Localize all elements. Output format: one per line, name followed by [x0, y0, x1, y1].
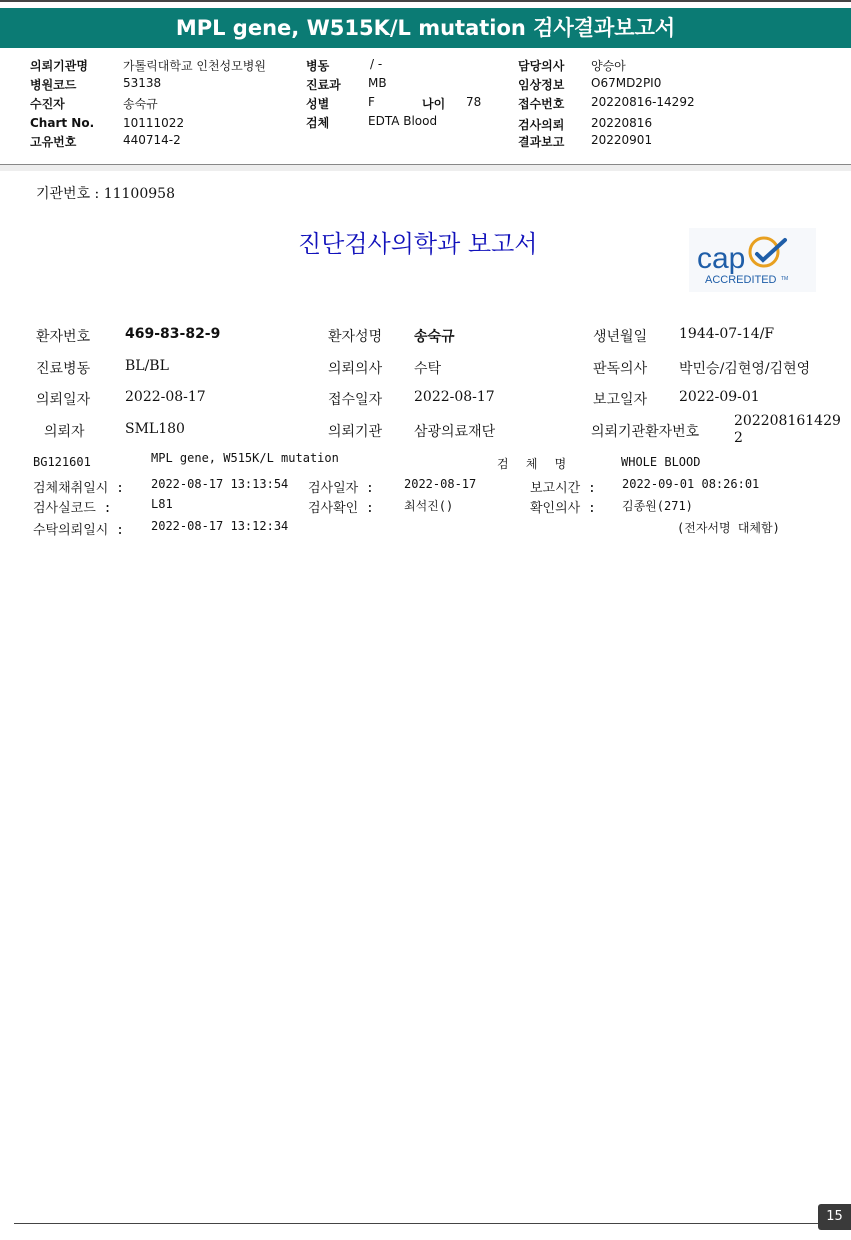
patient-label: 의뢰기관 — [328, 424, 383, 440]
patient-value-wrap: 2 — [734, 430, 743, 446]
field-value: 440714-2 — [123, 133, 181, 147]
row-label: 검사확인 : — [308, 501, 374, 516]
row-value: L81 — [151, 497, 173, 511]
patient-value: 202208161429 — [734, 413, 841, 429]
field-value: O67MD2PI0 — [591, 76, 662, 90]
field-label: 진료과 — [306, 78, 341, 92]
patient-value: 1944-07-14/F — [679, 326, 775, 342]
field-label: 병원코드 — [30, 78, 77, 92]
report-header-title: MPL gene, W515K/L mutation 검사결과보고서 — [0, 8, 851, 48]
cap-word: cap — [697, 242, 746, 275]
row-label: 검체채취일시 : — [33, 481, 125, 496]
field-value: 양승아 — [591, 59, 626, 73]
patient-value: 2022-09-01 — [679, 389, 760, 405]
field-value: 가톨릭대학교 인천성모병원 — [123, 59, 266, 73]
footer-cutoff — [0, 1226, 851, 1240]
field-value: 53138 — [123, 76, 162, 90]
patient-label: 환자성명 — [328, 329, 383, 345]
field-value: 78 — [466, 95, 482, 109]
patient-name: 송숙규 — [414, 329, 455, 345]
test-code: BG121601 — [33, 455, 91, 469]
field-value: EDTA Blood — [368, 114, 438, 128]
top-border — [0, 0, 851, 2]
field-label: 병동 — [306, 59, 330, 73]
row-label: 보고시간 : — [530, 481, 596, 496]
field-label: 담당의사 — [518, 59, 565, 73]
field-value: MB — [368, 76, 387, 90]
patient-value: 박민승/김현영/김현영 — [679, 361, 811, 377]
patient-label: 보고일자 — [593, 392, 648, 408]
patient-label: 접수일자 — [328, 392, 383, 408]
patient-value: 삼광의료재단 — [414, 424, 496, 440]
field-value: 20220816 — [591, 116, 653, 130]
consign-value: 2022-08-17 13:12:34 — [151, 519, 289, 533]
patient-number: 469-83-82-9 — [125, 326, 221, 342]
patient-value: 2022-08-17 — [125, 389, 206, 405]
patient-value: BL/BL — [125, 358, 169, 374]
row-label: 검사일자 : — [308, 481, 374, 496]
cap-tm: TM — [781, 276, 789, 282]
page-number-badge: 15 — [818, 1204, 851, 1230]
patient-label: 환자번호 — [36, 329, 91, 345]
cap-accredited-logo — [689, 228, 816, 292]
field-label: 의뢰기관명 — [30, 59, 88, 73]
row-value: 2022-09-01 08:26:01 — [622, 477, 760, 491]
field-label: 고유번호 — [30, 135, 77, 149]
field-value: 송숙규 — [123, 97, 158, 111]
test-name: MPL gene, W515K/L mutation — [151, 451, 339, 465]
patient-value: SML180 — [125, 421, 185, 437]
field-value: 20220816-14292 — [591, 95, 695, 109]
row-label: 검사실코드 : — [33, 501, 112, 516]
field-label: 수진자 — [30, 97, 65, 111]
specimen-value: WHOLE BLOOD — [621, 455, 701, 469]
field-label: 접수번호 — [518, 97, 565, 111]
patient-label: 의뢰기관환자번호 — [591, 424, 700, 440]
patient-value: 수탁 — [414, 361, 442, 377]
field-label: 검체 — [306, 116, 330, 130]
patient-label: 의뢰자 — [44, 424, 85, 440]
row-value: 2022-08-17 — [404, 477, 477, 491]
row-value: 최석진() — [404, 499, 454, 513]
field-label: 검사의뢰 — [518, 118, 565, 132]
consign-label: 수탁의뢰일시 : — [33, 523, 125, 538]
row-label: 확인의사 : — [530, 501, 596, 516]
patient-label: 생년월일 — [593, 329, 648, 345]
patient-value: 2022-08-17 — [414, 389, 495, 405]
esign-note: (전자서명 대체함) — [677, 521, 780, 535]
patient-label: 의뢰의사 — [328, 361, 383, 377]
field-label: 나이 — [422, 97, 446, 111]
field-value: / - — [370, 57, 383, 71]
field-label: 성별 — [306, 97, 330, 111]
field-value: 20220901 — [591, 133, 653, 147]
institution-number: 기관번호 : 11100958 — [36, 186, 175, 202]
page-gap — [0, 165, 851, 171]
field-label: 임상정보 — [518, 78, 565, 92]
specimen-label: 검 체 명 — [497, 457, 567, 471]
field-value: F — [368, 95, 375, 109]
patient-label: 진료병동 — [36, 361, 91, 377]
cap-accredited-text: ACCREDITED — [705, 274, 777, 286]
field-label: Chart No. — [30, 116, 95, 130]
patient-label: 의뢰일자 — [36, 392, 91, 408]
report-title: 진단검사의학과 보고서 — [298, 230, 538, 258]
field-value: 10111022 — [123, 116, 185, 130]
patient-label: 판독의사 — [593, 361, 648, 377]
footer-divider — [14, 1223, 834, 1224]
field-label: 결과보고 — [518, 135, 565, 149]
row-value: 김종원(271) — [622, 499, 693, 513]
row-value: 2022-08-17 13:13:54 — [151, 477, 289, 491]
